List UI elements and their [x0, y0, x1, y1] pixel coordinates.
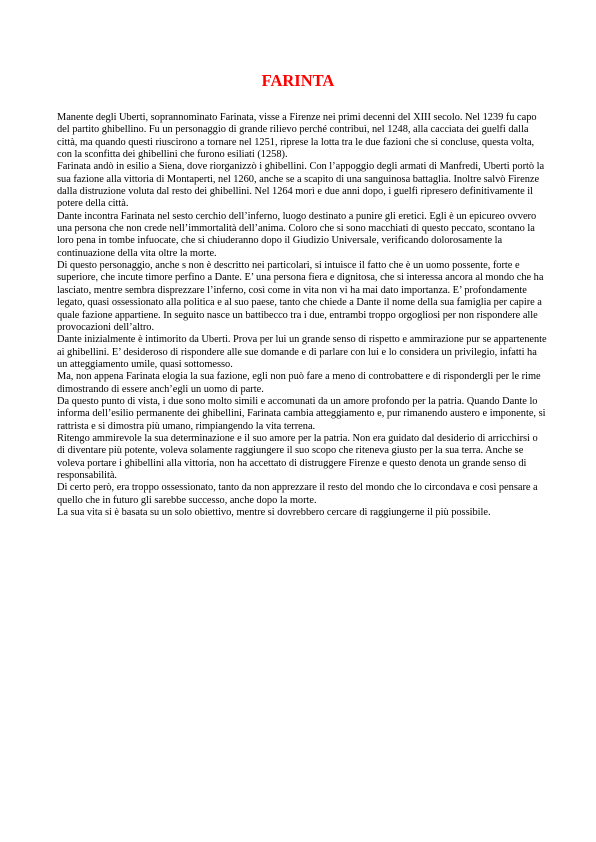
- paragraph: Dante incontra Farinata nel sesto cerchio dell’inferno, luogo destinato a punire gli eretici. Egli è un epicureo ovvero una persona che non crede nell’immortalità dell’anima. Coloro che si sono macchiati di questo peccato, scontano la loro pena in tombe infuocate, che si chiuderanno dopo il Giudizio Universale, verificando dolorosamente la continuazione della vita oltre la morte.: [57, 210, 537, 259]
- document-body: [57, 112, 547, 519]
- paragraph: Ritengo ammirevole la sua determinazione e il suo amore per la patria. Non era guidato dal desiderio di arricchirsi o di diventare più potente, voleva solamente raggiungere il suo scopo che riteneva giusto per la sua terra. Anche se voleva portare i ghibellini alla vittoria, non ha accettato di distruggere Firenze e questo denota un grande senso di responsabilità.: [57, 432, 538, 481]
- paragraph: Di certo però, era troppo ossessionato, tanto da non apprezzare il resto del mondo che lo circondava e così pensare a quello che in futuro gli sarebbe successo, anche dopo la morte.: [57, 482, 538, 506]
- paragraph: Di questo personaggio, anche s non è descritto nei particolari, si intuisce il fatto che è un uomo possente, forte e superiore, che incute timore perfino a Dante. E’ una persona fiera e dignitosa, che si interessa ancora al mondo che ha lasciato, mentre sembra disprezzare l’inferno, così come in vita non vi ha mai dato importanza. E’ profondamente legato, quasi ossessionato alla politica e al suo paese, tanto che chiede a Dante il nome della sua famiglia per capire a quale fazione appartiene. In seguito nasce un battibecco tra i due, entrambi troppo orgogliosi per non rispondere alle provocazioni dell’altro.: [57, 260, 544, 333]
- paragraph: Manente degli Uberti, soprannominato Farinata, visse a Firenze nei primi decenni del XIII secolo. Nel 1239 fu capo del partito ghibellino. Fu un personaggio di grande rilievo perché contribuì, nel 1248, alla cacciata dei guelfi dalla città, ma quando questi riuscirono a tornare nel 1251, riprese la lotta tra le due fazioni che si concluse, questa volta, con la sconfitta dei ghibellini che furono esiliati (1258).: [57, 112, 537, 161]
- paragraph: Farinata andò in esilio a Siena, dove riorganizzò i ghibellini. Con l’appoggio degli armati di Manfredi, Uberti portò la sua fazione alla vittoria di Montaperti, nel 1260, anche se a scapito di una sanguinosa battaglia. Inoltre salvò Firenze dalla distruzione voluta dal resto dei ghibellini. Nel 1264 morì e due anni dopo, i guelfi ripresero definitivamente il potere della città.: [57, 161, 545, 210]
- document-title: FARINTA: [261, 71, 335, 90]
- paragraph: Ma, non appena Farinata elogia la sua fazione, egli non può fare a meno di controbattere e di rispondergli per le rime dimostrando di essere anch’egli un uomo di parte.: [57, 371, 541, 395]
- paragraph: La sua vita si è basata su un solo obiettivo, mentre si dovrebbero cercare di raggiungerne il più possibile.: [57, 507, 491, 518]
- paragraph: Da questo punto di vista, i due sono molto simili e accomunati da un amore profondo per la patria. Quando Dante lo informa dell’esilio permanente dei ghibellini, Farinata cambia atteggiamento e, pur rimanendo austero e imponente, si rattrista e si dimostra più umano, rimpiangendo la vita terrena.: [57, 395, 546, 432]
- paragraph: Dante inizialmente è intimorito da Uberti. Prova per lui un grande senso di rispetto e ammirazione pur se appartenente ai ghibellini. E’ desideroso di rispondere alle sue domande e di parlare con lui e lo considera un privilegio, infatti ha un atteggiamento umile, quasi sottomesso.: [57, 334, 547, 370]
